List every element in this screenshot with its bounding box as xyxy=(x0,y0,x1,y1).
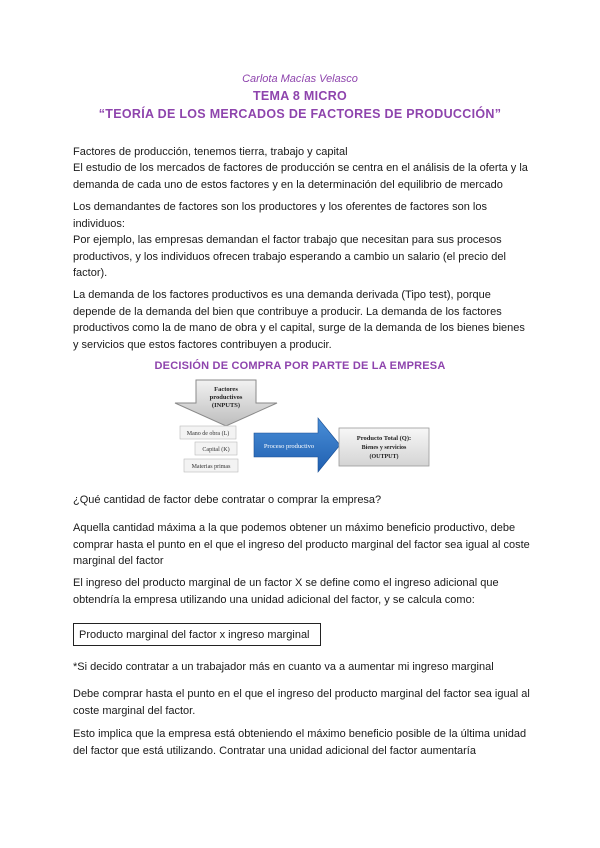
paragraph-market-study: El estudio de los mercados de factores de producción se centra en el análisis de la oferta y la demanda de cada uno de estos factores y en la determinación del equilibrio de mercado xyxy=(73,162,528,191)
process-label: Proceso productivo xyxy=(263,443,315,450)
purchase-decision-diagram xyxy=(0,376,600,476)
inputs-label-line3: (INPUTS) xyxy=(211,402,241,409)
diagram-title: DECISIÓN DE COMPRA POR PARTE DE LA EMPRESA xyxy=(154,360,446,372)
author-name: Carlota Macías Velasco xyxy=(242,73,358,85)
question-heading: ¿Qué cantidad de factor debe contratar o comprar la empresa? xyxy=(73,494,382,506)
document-title: “TEORÍA DE LOS MERCADOS DE FACTORES DE PRODUCCIÓN” xyxy=(98,107,502,121)
inputs-label-line1: Factores xyxy=(214,386,238,393)
formula-box: Producto marginal del factor x ingreso marginal xyxy=(73,623,321,646)
paragraph-marginal-revenue: El ingreso del producto marginal de un factor X se define como el ingreso adicional que obtendría la empresa utilizando una unidad adicional del factor, y se calcula como: xyxy=(73,577,499,606)
input-capital-label: Capital (K) xyxy=(202,447,230,453)
output-label-line1: Producto Total (Q): xyxy=(356,435,412,442)
paragraph-demanders: Los demandantes de factores son los productores y los oferentes de factores son los individuos: xyxy=(73,201,487,230)
paragraph-factors: Factores de producción, tenemos tierra, trabajo y capital xyxy=(73,146,348,158)
paragraph-derived-demand: La demanda de los factores productivos es una demanda derivada (Tipo test), porque depende de la demanda del bien que contribuye a producir. La demanda de los factores productivos como la de mano de obra y el capital, surge de la demanda de los bienes bienes y servicios que estos factores contribuyen a producir. xyxy=(73,289,525,351)
paragraph-equilibrium: Debe comprar hasta el punto en el que el ingreso del producto marginal del factor sea igual al coste marginal del factor. xyxy=(73,688,530,717)
paragraph-example: Por ejemplo, las empresas demandan el factor trabajo que necesitan para sus procesos productivos, y los individuos ofrecen trabajo esperando a cambio un salario (el precio del factor). xyxy=(73,234,506,279)
input-labor-label: Mano de obra (L) xyxy=(186,431,230,437)
output-label-line2: Bienes y servicios xyxy=(361,445,407,451)
note-line: *Si decido contratar a un trabajador más en cuanto va a aumentar mi ingreso marginal xyxy=(73,661,494,673)
paragraph-answer: Aquella cantidad máxima a la que podemos obtener un máximo beneficio productivo, debe comprar hasta el punto en el que el ingreso del producto marginal del factor sea igual al coste marginal del factor xyxy=(73,522,530,567)
topic-heading: TEMA 8 MICRO xyxy=(252,89,348,103)
output-label-line3: (OUTPUT) xyxy=(369,454,399,460)
input-materials-label: Materias primas xyxy=(191,464,231,470)
inputs-label-line2: productivos xyxy=(209,394,243,401)
paragraph-implication: Esto implica que la empresa está obteniendo el máximo beneficio posible de la última unidad del factor que está utilizando. Contratar una unidad adicional del factor aumentaría xyxy=(73,728,527,757)
